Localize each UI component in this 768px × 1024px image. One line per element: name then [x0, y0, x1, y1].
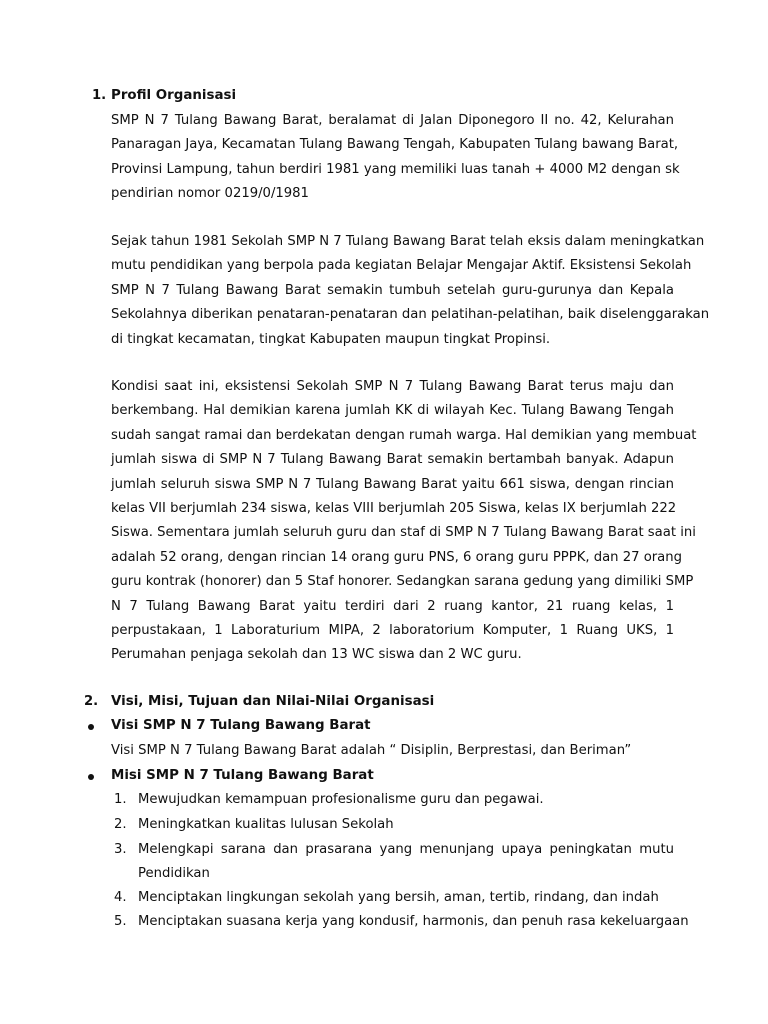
misi-item-number: 4. [114, 890, 127, 905]
misi-item-number: 1. [114, 792, 127, 807]
paragraph-line: jumlah siswa di SMP N 7 Tulang Bawang Barat semakin bertambah banyak. Adapun [111, 452, 674, 468]
section-1-number: 1. [92, 88, 107, 103]
paragraph-line: Panaragan Jaya, Kecamatan Tulang Bawang Tengah, Kabupaten Tulang bawang Barat, [111, 137, 679, 153]
section-2-title: Visi, Misi, Tujuan dan Nilai-Nilai Organisasi [111, 694, 435, 709]
paragraph-line: Perumahan penjaga sekolah dan 13 WC siswa dan 2 WC guru. [111, 647, 522, 663]
section-2-number: 2. [84, 694, 99, 709]
paragraph-line: guru kontrak (honorer) dan 5 Staf honorer. Sedangkan sarana gedung yang dimiliki SMP [111, 574, 694, 590]
visi-title: Visi SMP N 7 Tulang Bawang Barat [111, 718, 371, 733]
paragraph-line: Provinsi Lampung, tahun berdiri 1981 yang memiliki luas tanah + 4000 M2 dengan sk [111, 161, 680, 177]
paragraph-line: SMP N 7 Tulang Bawang Barat, beralamat di Jalan Diponegoro II no. 42, Kelurahan [111, 113, 674, 128]
visi-bullet-icon [88, 724, 94, 730]
paragraph-line: adalah 52 orang, dengan rincian 14 orang guru PNS, 6 orang guru PPPK, dan 27 orang [111, 549, 682, 565]
misi-item-line: Pendidikan [138, 866, 210, 881]
paragraph-line: Siswa. Sementara jumlah seluruh guru dan staf di SMP N 7 Tulang Bawang Barat saat ini [111, 525, 696, 541]
paragraph-line: sudah sangat ramai dan berdekatan dengan rumah warga. Hal demikian yang membuat [111, 427, 697, 443]
paragraph-line: di tingkat kecamatan, tingkat Kabupaten maupun tingkat Propinsi. [111, 331, 551, 347]
paragraph-line: berkembang. Hal demikian karena jumlah KK di wilayah Kec. Tulang Bawang Tengah [111, 403, 674, 419]
section-1-title: Profil Organisasi [111, 88, 237, 103]
misi-item-number: 5. [114, 914, 127, 929]
paragraph-line: Sekolahnya diberikan penataran-penataran dan pelatihan-pelatihan, baik diselenggarakan [111, 307, 710, 323]
paragraph-line: jumlah seluruh siswa SMP N 7 Tulang Bawang Barat yaitu 661 siswa, dengan rincian [111, 476, 674, 492]
misi-item-line: Menciptakan suasana kerja yang kondusif, harmonis, dan penuh rasa kekeluargaan [138, 914, 689, 929]
profile-paragraph-1 [111, 109, 680, 207]
misi-item-line: Mewujudkan kemampuan profesionalisme guru dan pegawai. [138, 792, 544, 807]
paragraph-line: kelas VII berjumlah 234 siswa, kelas VIII berjumlah 205 Siswa, kelas IX berjumlah 222 [111, 500, 677, 516]
paragraph-line: N 7 Tulang Bawang Barat yaitu terdiri dari 2 ruang kantor, 21 ruang kelas, 1 [111, 598, 674, 614]
misi-item [138, 788, 674, 812]
paragraph-line: SMP N 7 Tulang Bawang Barat semakin tumbuh setelah guru-gurunya dan Kepala [111, 282, 674, 298]
paragraph-line: Sejak tahun 1981 Sekolah SMP N 7 Tulang Bawang Barat telah eksis dalam meningkatkan [111, 234, 705, 249]
paragraph-line: perpustakaan, 1 Laboraturium MIPA, 2 laboratorium Komputer, 1 Ruang UKS, 1 [111, 622, 674, 638]
misi-item-line: Melengkapi sarana dan prasarana yang menunjang upaya peningkatan mutu [138, 842, 674, 857]
misi-title: Misi SMP N 7 Tulang Bawang Barat [111, 768, 374, 783]
paragraph-line: pendirian nomor 0219/0/1981 [111, 186, 309, 202]
misi-item-number: 3. [114, 842, 127, 857]
misi-item-line: Menciptakan lingkungan sekolah yang bersih, aman, tertib, rindang, dan indah [138, 890, 659, 905]
profile-paragraph-3 [111, 375, 697, 668]
misi-item [138, 838, 674, 886]
paragraph-line: Kondisi saat ini, eksistensi Sekolah SMP N 7 Tulang Bawang Barat terus maju dan [111, 379, 674, 394]
misi-item [138, 813, 674, 837]
misi-item [138, 886, 674, 910]
profile-paragraph-2 [111, 230, 710, 352]
misi-item-line: Meningkatkan kualitas lulusan Sekolah [138, 817, 394, 832]
paragraph-line: mutu pendidikan yang berpola pada kegiatan Belajar Mengajar Aktif. Eksistensi Sekolah [111, 258, 692, 274]
misi-item-number: 2. [114, 817, 127, 832]
misi-item [138, 910, 689, 934]
visi-text: Visi SMP N 7 Tulang Bawang Barat adalah “ Disiplin, Berprestasi, dan Beriman” [111, 743, 632, 758]
misi-bullet-icon [88, 774, 94, 780]
